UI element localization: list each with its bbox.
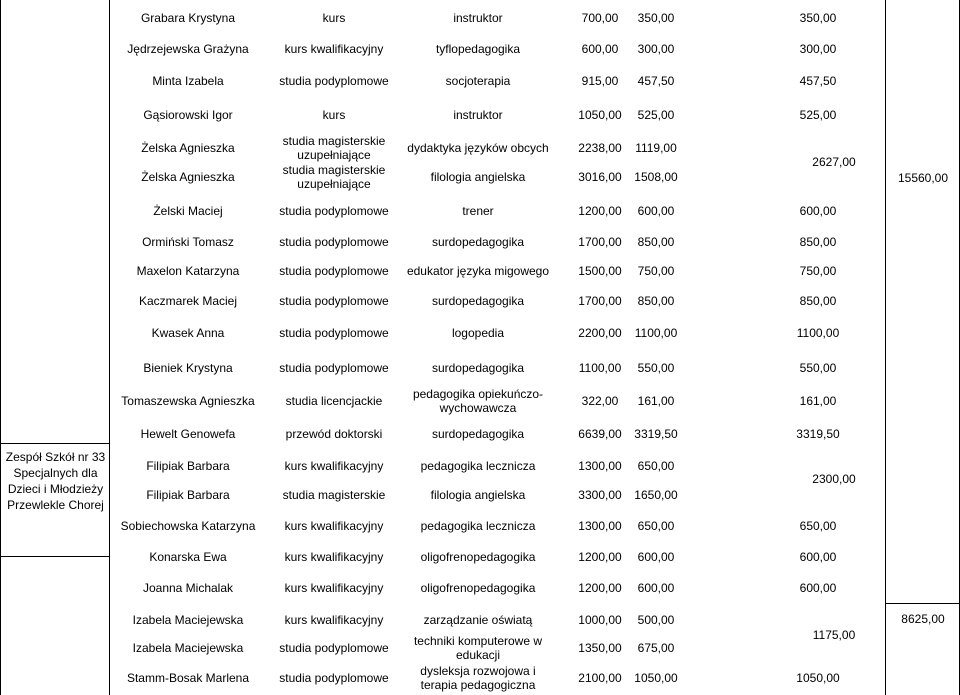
grid-line [885, 603, 960, 604]
maciejewska-total: 1175,00 [812, 628, 856, 642]
type-cell: studia magisterskie uzupełniające [282, 163, 386, 191]
name-cell: Joanna Michalak [142, 581, 234, 595]
cost-cell: 1050,00 [578, 108, 622, 122]
cost-cell: 1300,00 [578, 519, 622, 533]
half-cell: 300,00 [637, 42, 675, 56]
name-cell: Żelski Maciej [153, 204, 223, 218]
name-cell: Izabela Maciejewska [132, 641, 244, 655]
name-cell: Żelska Agnieszka [141, 170, 235, 184]
cost-cell: 1350,00 [578, 641, 622, 655]
half-cell: 600,00 [637, 204, 675, 218]
cost-cell: 2238,00 [578, 141, 622, 155]
name-cell: Grabara Krystyna [140, 11, 236, 25]
paid-cell: 750,00 [799, 264, 837, 278]
cost-cell: 600,00 [581, 42, 619, 56]
type-cell: studia podyplomowe [279, 74, 389, 88]
school-name: Zespół Szkół nr 33 Specjalnych dla Dzieci i Młodzieży Przewlekle Chorej [5, 450, 106, 512]
grid-line [0, 556, 110, 557]
type-cell: kurs kwalifikacyjny [284, 459, 384, 473]
field-cell: zarządzanie oświatą [423, 613, 533, 627]
field-cell: instruktor [453, 11, 503, 25]
half-cell: 850,00 [637, 235, 675, 249]
cost-cell: 1700,00 [578, 294, 622, 308]
name-cell: Stamm-Bosak Marlena [126, 671, 250, 685]
cost-cell: 2200,00 [578, 326, 622, 340]
half-cell: 350,00 [637, 11, 675, 25]
type-cell: studia podyplomowe [279, 641, 389, 655]
paid-cell: 850,00 [799, 294, 837, 308]
paid-cell: 550,00 [799, 361, 837, 375]
cost-cell: 700,00 [581, 11, 619, 25]
grid-line [109, 0, 110, 695]
type-cell: kurs kwalifikacyjny [284, 42, 384, 56]
field-cell: pedagogika lecznicza [420, 459, 536, 473]
type-cell: kurs kwalifikacyjny [284, 550, 384, 564]
half-cell: 750,00 [637, 264, 675, 278]
type-cell: studia podyplomowe [279, 671, 389, 685]
paid-cell: 161,00 [799, 394, 837, 408]
type-cell: kurs kwalifikacyjny [284, 581, 384, 595]
grid-line [885, 0, 886, 695]
name-cell: Kaczmarek Maciej [138, 294, 238, 308]
field-cell: oligofrenopedagogika [420, 550, 536, 564]
half-cell: 675,00 [637, 641, 675, 655]
type-cell: studia podyplomowe [279, 235, 389, 249]
field-cell: trener [462, 204, 494, 218]
filipiak-total: 2300,00 [812, 472, 856, 486]
name-cell: Filipiak Barbara [146, 488, 230, 502]
name-cell: Jędrzejewska Grażyna [127, 42, 249, 56]
half-cell: 600,00 [637, 550, 675, 564]
group2-total: 8625,00 [901, 612, 945, 626]
cost-cell: 6639,00 [578, 427, 622, 441]
cost-cell: 1200,00 [578, 204, 622, 218]
field-cell: filologia angielska [430, 170, 526, 184]
half-cell: 1650,00 [634, 488, 678, 502]
type-cell: studia licencjackie [285, 394, 383, 408]
field-cell: pedagogika lecznicza [420, 519, 536, 533]
paid-cell: 300,00 [799, 42, 837, 56]
name-cell: Kwasek Anna [151, 326, 225, 340]
name-cell: Filipiak Barbara [146, 459, 230, 473]
type-cell: kurs kwalifikacyjny [284, 613, 384, 627]
paid-cell: 600,00 [799, 550, 837, 564]
field-cell: surdopedagogika [431, 294, 525, 308]
name-cell: Tomaszewska Agnieszka [121, 394, 255, 408]
paid-cell: 850,00 [799, 235, 837, 249]
half-cell: 1119,00 [635, 141, 677, 155]
field-cell: socjoterapia [445, 74, 511, 88]
cost-cell: 915,00 [581, 74, 619, 88]
field-cell: instruktor [453, 108, 503, 122]
half-cell: 650,00 [637, 459, 675, 473]
paid-cell: 1100,00 [796, 326, 840, 340]
type-cell: studia podyplomowe [279, 294, 389, 308]
field-cell: tyflopedagogika [435, 42, 521, 56]
cost-cell: 1200,00 [578, 581, 622, 595]
field-cell: logopedia [451, 326, 505, 340]
type-cell: studia podyplomowe [279, 264, 389, 278]
paid-cell: 350,00 [799, 11, 837, 25]
cost-cell: 322,00 [581, 394, 619, 408]
name-cell: Bieniek Krystyna [143, 361, 233, 375]
group1-total: 15560,00 [897, 171, 949, 185]
field-cell: filologia angielska [430, 488, 526, 502]
cost-cell: 1100,00 [578, 361, 622, 375]
half-cell: 1508,00 [634, 170, 678, 184]
field-cell: dysleksja rozwojowa i terapia pedagogiczna [420, 664, 536, 692]
cost-cell: 1000,00 [578, 613, 622, 627]
zelska-total: 2627,00 [812, 155, 856, 169]
half-cell: 600,00 [637, 581, 675, 595]
half-cell: 500,00 [637, 613, 675, 627]
name-cell: Sobiechowska Katarzyna [120, 519, 256, 533]
name-cell: Konarska Ewa [149, 550, 227, 564]
paid-cell: 3319,50 [796, 427, 840, 441]
field-cell: pedagogika opiekuńczo-wychowawcza [412, 387, 544, 415]
half-cell: 1100,00 [634, 326, 678, 340]
name-cell: Żelska Agnieszka [141, 141, 235, 155]
grid-line [0, 443, 110, 444]
type-cell: studia podyplomowe [279, 204, 389, 218]
half-cell: 1050,00 [634, 671, 678, 685]
type-cell: przewód doktorski [285, 427, 383, 441]
half-cell: 457,50 [637, 74, 675, 88]
half-cell: 161,00 [637, 394, 675, 408]
cost-cell: 3016,00 [578, 170, 622, 184]
type-cell: kurs [322, 108, 346, 122]
type-cell: studia magisterskie [282, 488, 386, 502]
type-cell: studia podyplomowe [279, 361, 389, 375]
name-cell: Hewelt Genowefa [140, 427, 236, 441]
field-cell: edukator języka migowego [406, 264, 550, 278]
field-cell: surdopedagogika [431, 427, 525, 441]
field-cell: oligofrenopedagogika [420, 581, 536, 595]
type-cell: kurs [322, 11, 346, 25]
cost-cell: 1300,00 [578, 459, 622, 473]
half-cell: 850,00 [637, 294, 675, 308]
name-cell: Gąsiorowski Igor [143, 108, 233, 122]
paid-cell: 457,50 [799, 74, 837, 88]
paid-cell: 600,00 [799, 581, 837, 595]
cost-cell: 2100,00 [578, 671, 622, 685]
grid-line [0, 0, 1, 695]
field-cell: surdopedagogika [431, 235, 525, 249]
paid-cell: 650,00 [799, 519, 837, 533]
type-cell: kurs kwalifikacyjny [284, 519, 384, 533]
name-cell: Izabela Maciejewska [132, 613, 244, 627]
field-cell: surdopedagogika [431, 361, 525, 375]
paid-cell: 600,00 [799, 204, 837, 218]
field-cell: dydaktyka języków obcych [407, 141, 549, 155]
name-cell: Maxelon Katarzyna [136, 264, 240, 278]
cost-cell: 1500,00 [578, 264, 622, 278]
name-cell: Minta Izabela [152, 74, 224, 88]
field-cell: techniki komputerowe w edukacji [413, 634, 543, 662]
cost-cell: 1700,00 [578, 235, 622, 249]
paid-cell: 1050,00 [796, 671, 840, 685]
cost-cell: 3300,00 [578, 488, 622, 502]
name-cell: Ormiński Tomasz [142, 235, 234, 249]
half-cell: 3319,50 [634, 427, 678, 441]
cost-cell: 1200,00 [578, 550, 622, 564]
half-cell: 550,00 [637, 361, 675, 375]
paid-cell: 525,00 [799, 108, 837, 122]
half-cell: 650,00 [637, 519, 675, 533]
half-cell: 525,00 [637, 108, 675, 122]
type-cell: studia podyplomowe [279, 326, 389, 340]
type-cell: studia magisterskie uzupełniające [282, 134, 386, 162]
